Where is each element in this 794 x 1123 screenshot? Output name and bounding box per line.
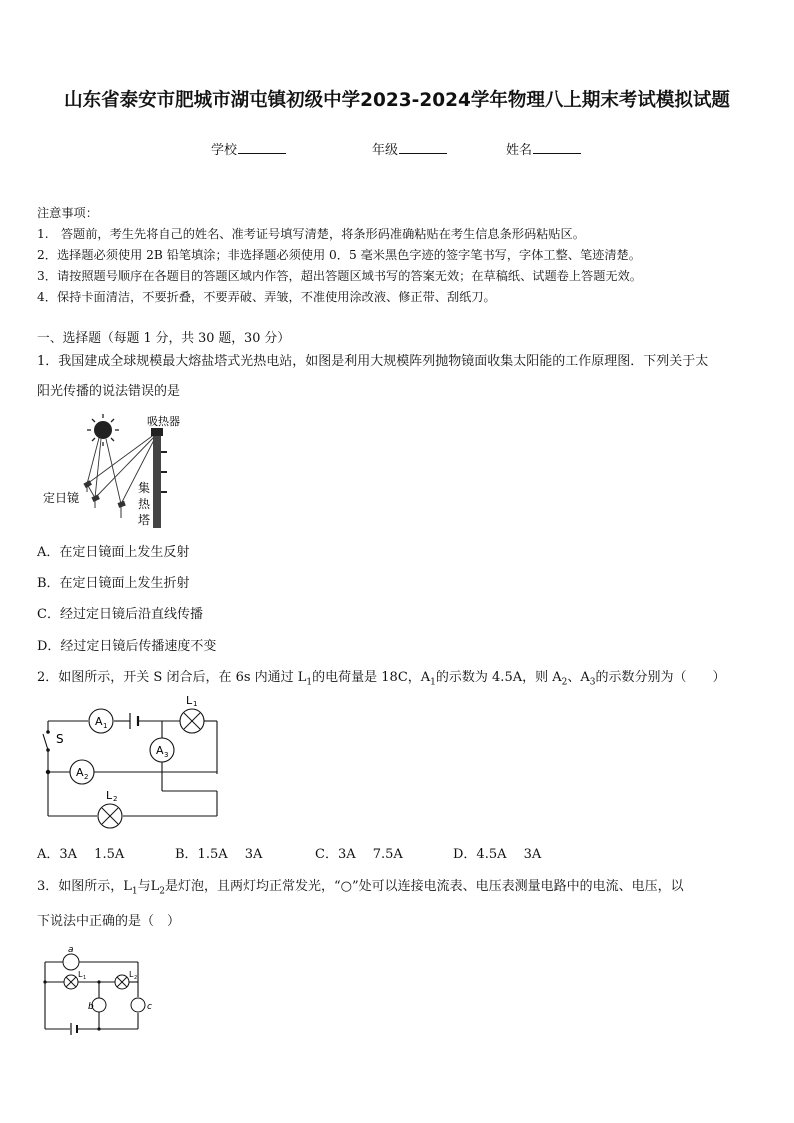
- q3-circuit-figure: [40, 945, 165, 1035]
- svg-text:b: b: [88, 1002, 94, 1012]
- lamp-l1-icon: [64, 970, 86, 989]
- svg-text:2: 2: [134, 975, 138, 981]
- q2-circuit-figure: [40, 692, 225, 832]
- svg-text:1: 1: [193, 700, 198, 708]
- svg-text:1: 1: [103, 722, 108, 730]
- note-item: 3．请按照题号顺序在各题目的答题区域内作答，超出答题区域书写的答案无效；在草稿纸、试题卷上答题无效。: [37, 269, 642, 283]
- notes-block: [37, 203, 642, 308]
- q2-option-c[interactable]: C．3A 7.5A: [315, 847, 403, 862]
- tower-icon: [151, 428, 167, 528]
- tower-label-2: 热: [138, 497, 151, 511]
- school-field[interactable]: 学校: [211, 139, 286, 158]
- tower-label-3: 塔: [138, 513, 151, 527]
- svg-text:2: 2: [84, 773, 89, 781]
- lamp-l2-icon: [98, 789, 122, 828]
- ammeter-a1-icon: [89, 709, 113, 733]
- svg-text:L: L: [78, 970, 83, 979]
- battery-icon: [130, 713, 138, 729]
- notes-heading: 注意事项：: [37, 206, 98, 220]
- ammeter-a2-icon: [70, 760, 94, 784]
- battery-icon: [71, 1023, 77, 1035]
- section-title: 一、选择题（每题 1 分，共 30 题，30 分）: [37, 331, 291, 346]
- svg-text:2: 2: [113, 795, 118, 803]
- q2-option-b[interactable]: B．1.5A 3A: [175, 847, 263, 862]
- q1-option-d[interactable]: D．经过定日镜后传播速度不变: [37, 639, 217, 654]
- lamp-l1-icon: [180, 694, 204, 733]
- q1-option-c[interactable]: C．经过定日镜后沿直线传播: [37, 607, 203, 622]
- note-item: 2．选择题必须使用 2B 铅笔填涂；非选择题必须使用 0．5 毫米黑色字迹的签字笔书写，字体工整、笔迹清楚。: [37, 248, 641, 262]
- meter-c-icon: [131, 998, 152, 1012]
- switch-label: S: [56, 732, 64, 746]
- exam-title: 山东省泰安市肥城市湖屯镇初级中学2023-2024学年物理八上期末考试模拟试题: [64, 90, 730, 111]
- sun-icon: [87, 414, 119, 446]
- note-item: 4．保持卡面清洁，不要折叠，不要弄破、弄皱，不准使用涂改液、修正带、刮纸刀。: [37, 290, 496, 304]
- ammeter-a3-icon: [150, 738, 174, 762]
- svg-text:A: A: [156, 744, 164, 757]
- receiver-label: 吸热器: [147, 415, 180, 428]
- svg-text:3: 3: [164, 751, 169, 759]
- meter-b-icon: [88, 998, 106, 1012]
- name-field[interactable]: 姓名: [506, 139, 581, 158]
- svg-text:a: a: [68, 945, 74, 955]
- grade-field[interactable]: 年级: [372, 139, 447, 158]
- tower-label-1: 集: [138, 481, 151, 495]
- q2-option-a[interactable]: A．3A 1.5A: [37, 847, 125, 862]
- svg-text:c: c: [147, 1002, 152, 1012]
- q1-option-b[interactable]: B．在定日镜面上发生折射: [37, 576, 190, 591]
- svg-text:L: L: [106, 789, 113, 802]
- meter-a-icon: [63, 945, 79, 970]
- svg-text:L: L: [129, 970, 134, 979]
- svg-text:L: L: [186, 694, 193, 707]
- question-2: 2．如图所示，开关 S 闭合后，在 6s 内通过 $L_1$的电荷量是 18C，$A_1$的示数为 4.5A，则 $A_2$、$A_3$的示数分别为（ ）: [37, 670, 726, 688]
- svg-text:1: 1: [83, 975, 87, 981]
- svg-text:A: A: [95, 715, 103, 728]
- q2-option-d[interactable]: D．4.5A 3A: [453, 847, 542, 862]
- q1-option-a[interactable]: A．在定日镜面上发生反射: [37, 545, 190, 560]
- question-3: 3．如图所示，$L_1$与$L_2$是灯泡，且两灯均正常发光，“○”处可以连接电流表、电压表测量电路中的电流、电压，以 下说法中正确的是（ ）: [37, 879, 684, 929]
- note-item: 1. 答题前，考生先将自己的姓名、准考证号填写清楚，将条形码准确粘贴在考生信息条形码粘贴区。: [37, 227, 585, 241]
- question-1: 1．我国建成全球规模最大熔盐塔式光热电站，如图是利用大规模阵列抛物镜面收集太阳能的工作原理图．下列关于太 阳光传播的说法错误的是: [37, 354, 709, 399]
- svg-text:A: A: [76, 766, 84, 779]
- lamp-l2-icon: [115, 970, 137, 989]
- mirror-label: 定日镜: [43, 491, 80, 505]
- solar-tower-figure: [37, 412, 187, 532]
